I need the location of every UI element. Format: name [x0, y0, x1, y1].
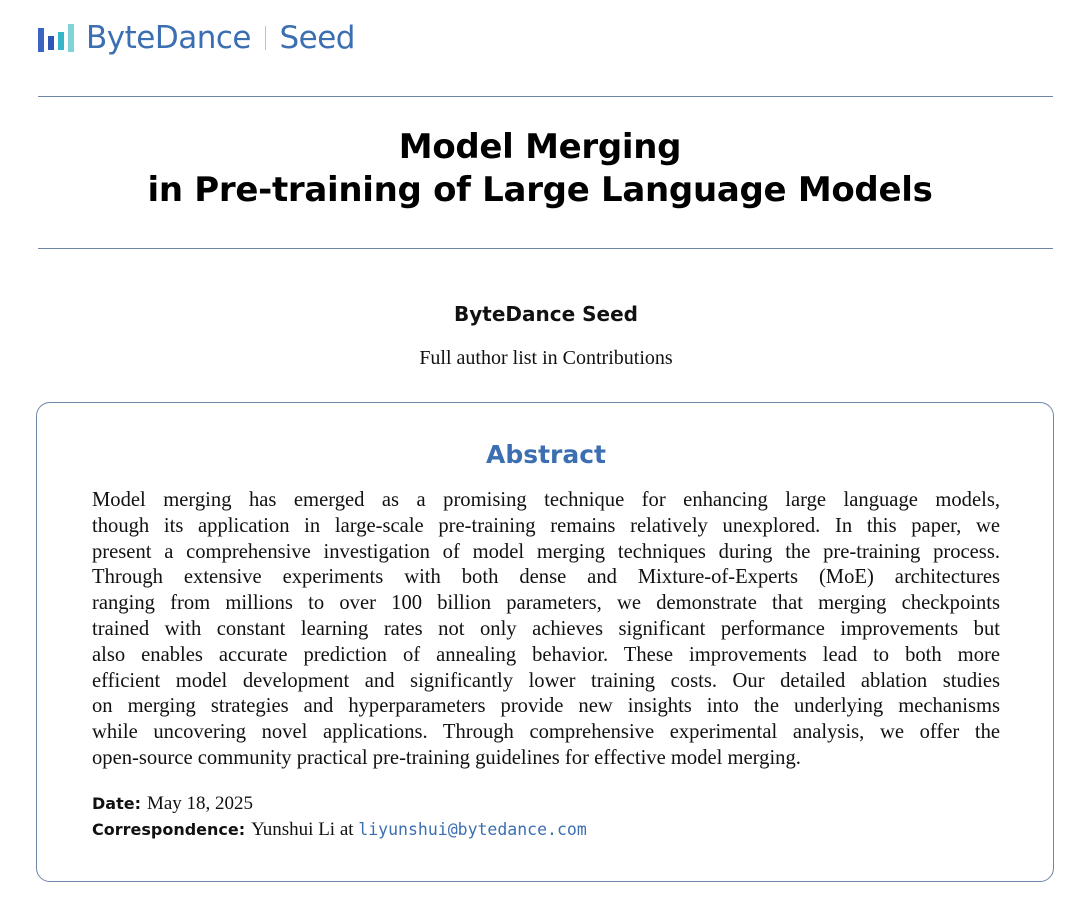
abstract-line: efficient model development and significantly lower training costs. Our detailed ablation studies — [92, 669, 1000, 692]
correspondence-row — [92, 818, 587, 842]
abstract-line: also enables accurate prediction of annealing behavior. These improvements lead to both more — [92, 643, 1000, 666]
abstract-line: Model merging has emerged as a promising technique for enhancing large language models, — [92, 489, 1000, 511]
abstract-line: Through extensive experiments with both dense and Mixture-of-Experts (MoE) architectures — [92, 566, 1000, 589]
abstract-line: ranging from millions to over 100 billion parameters, we demonstrate that merging checkpoints — [92, 592, 1000, 615]
paper-title — [0, 126, 1080, 212]
abstract-line: on merging strategies and hyperparameters provide new insights into the underlying mechanisms — [92, 695, 1000, 718]
abstract-line: though its application in large-scale pre-training remains relatively unexplored. In this paper, we — [92, 514, 1000, 537]
date-label: Date: — [92, 794, 141, 813]
abstract-line: open-source community practical pre-training guidelines for effective model merging. — [92, 746, 801, 769]
correspondence-label: Correspondence: — [92, 820, 246, 839]
logo-divider — [265, 26, 267, 50]
product-name: Seed — [279, 20, 355, 56]
abstract-line: while uncovering novel applications. Through comprehensive experimental analysis, we offer the — [92, 721, 1000, 744]
bytedance-bars-icon — [38, 22, 76, 54]
brand-name: ByteDance — [86, 20, 251, 56]
paper-title-line-1: Model Merging — [398, 127, 682, 167]
paper-title-line-2: in Pre-training of Large Language Models — [147, 170, 933, 210]
date-value: May 18, 2025 — [146, 793, 254, 814]
abstract-line: present a comprehensive investigation of model merging techniques during the pre-training process. — [92, 540, 1000, 563]
top-divider — [38, 96, 1053, 97]
correspondence-email-link[interactable]: liyunshui@bytedance.com — [358, 820, 587, 839]
abstract-heading: Abstract — [485, 440, 607, 469]
bytedance-seed-logo — [38, 20, 355, 56]
author-name: ByteDance Seed — [454, 302, 638, 326]
abstract-body — [92, 488, 1000, 772]
correspondence-name: Yunshui Li at — [251, 819, 354, 840]
date-row — [92, 792, 253, 816]
author-note: Full author list in Contributions — [419, 347, 673, 369]
abstract-line: trained with constant learning rates not only achieves significant performance improvements but — [92, 617, 1000, 640]
title-divider — [38, 248, 1053, 249]
